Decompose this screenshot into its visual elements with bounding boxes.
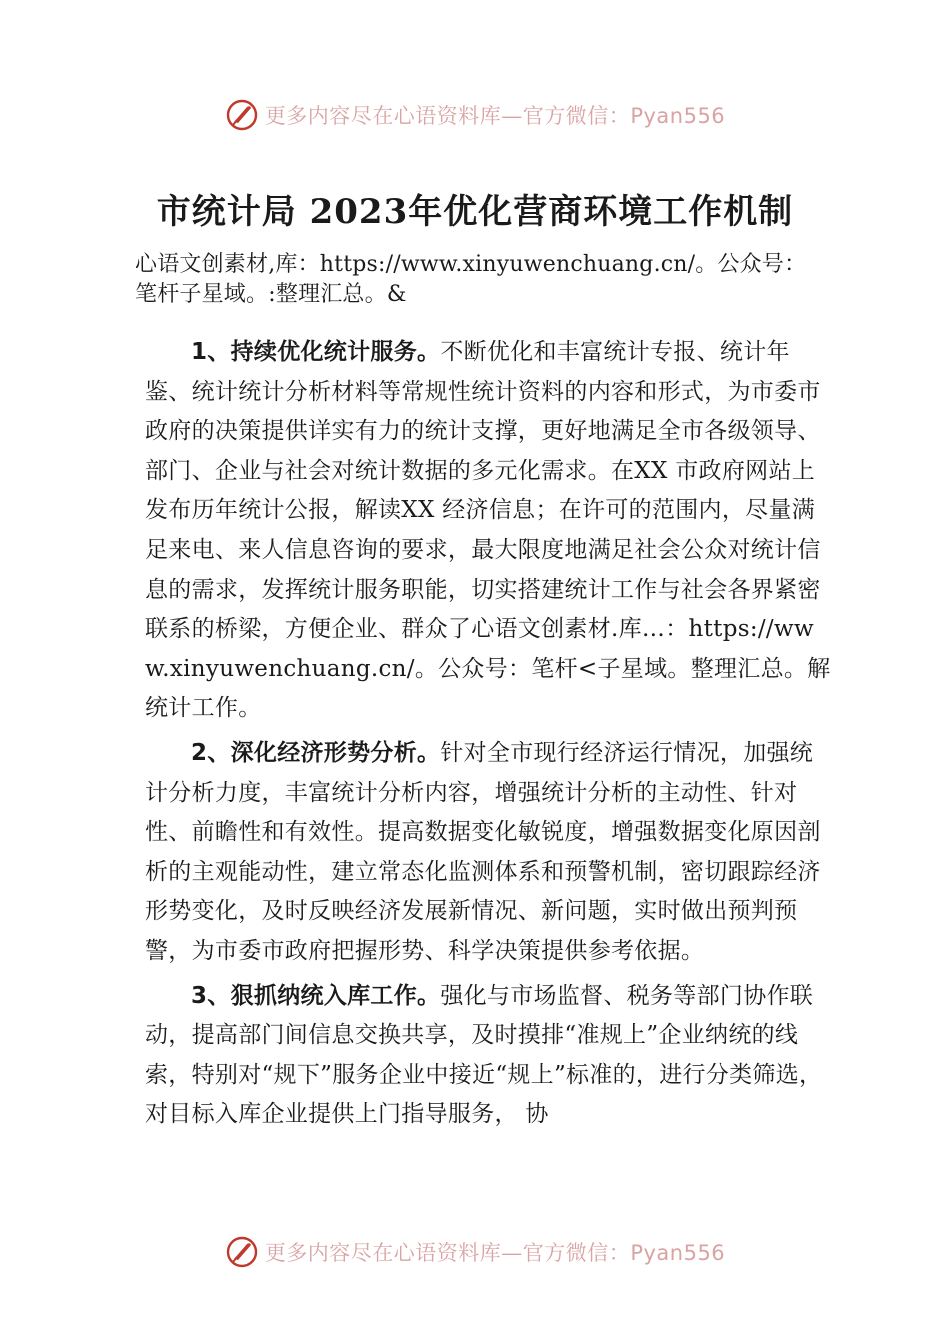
- paragraph-text: 强化与市场监督、税务等部门协作联动，提高部门间信息交换共享，及时摸排“准规上”企业纳统的线索，特别对“规下”服务企业中接近“规上”标准的，进行分类筛选，对目标入库企业提供上门指导服务， 协: [145, 982, 823, 1128]
- source-line: 心语文创素材,库：https://www.xinyuwenchuang.cn/。公众号：笔杆子星域。:整理汇总。&: [135, 252, 807, 307]
- footer-watermark: [0, 1232, 950, 1272]
- watermark-text: 更多内容尽在心语资料库—官方微信：Pyan556: [264, 104, 726, 128]
- paragraph-text: 不断优化和丰富统计专报、统计年鉴、统计统计分析材料等常规性统计资料的内容和形式，为市委市政府的决策提供详实有力的统计支撑，更好地满足全市各级领导、部门、企业与社会对统计数据的多元化需求。在XX 市政府网站上发布历年统计公报，解读XX 经济信息；在许可的范围内，尽量满足来电、来人信息咨询的要求，最大限度地满足社会公众对统计信息的需求，发挥统计服务职能，切实搭建统计工作与社会各界紧密联系的桥梁，方便企业、群众了心语文创素材.库…：https://www.xinyuwenchuang.cn/。公众号：笔杆<子星域。整理汇总。解统计工作。: [145, 339, 831, 722]
- paragraph-3: [145, 977, 835, 1135]
- watermark-text: 更多内容尽在心语资料库—官方微信：Pyan556: [264, 1241, 726, 1265]
- paragraph-heading: 1、持续优化统计服务。: [191, 339, 441, 365]
- header-watermark: [0, 95, 950, 135]
- paragraph-text: 针对全市现行经济运行情况，加强统计分析力度，丰富统计分析内容，增强统计分析的主动性、针对性、前瞻性和有效性。提高数据变化敏锐度，增强数据变化原因剖析的主观能动性，建立常态化监测体系和预警机制，密切跟踪经济形势变化，及时反映经济发展新情况、新问题，实时做出预判预警，为市委市政府把握形势、科学决策提供参考依据。: [145, 739, 821, 964]
- quill-pen-circle-icon: [225, 1235, 259, 1269]
- paragraph-2: [145, 734, 835, 972]
- paragraph-1: [145, 333, 835, 729]
- paragraph-heading: 3、狠抓纳统入库工作。: [191, 982, 441, 1009]
- document-title: 市统计局 2023年优化营商环境工作机制: [156, 192, 794, 232]
- paragraph-heading: 2、深化经济形势分析。: [191, 739, 441, 766]
- quill-pen-circle-icon: [225, 98, 259, 132]
- document-body: [145, 333, 835, 1140]
